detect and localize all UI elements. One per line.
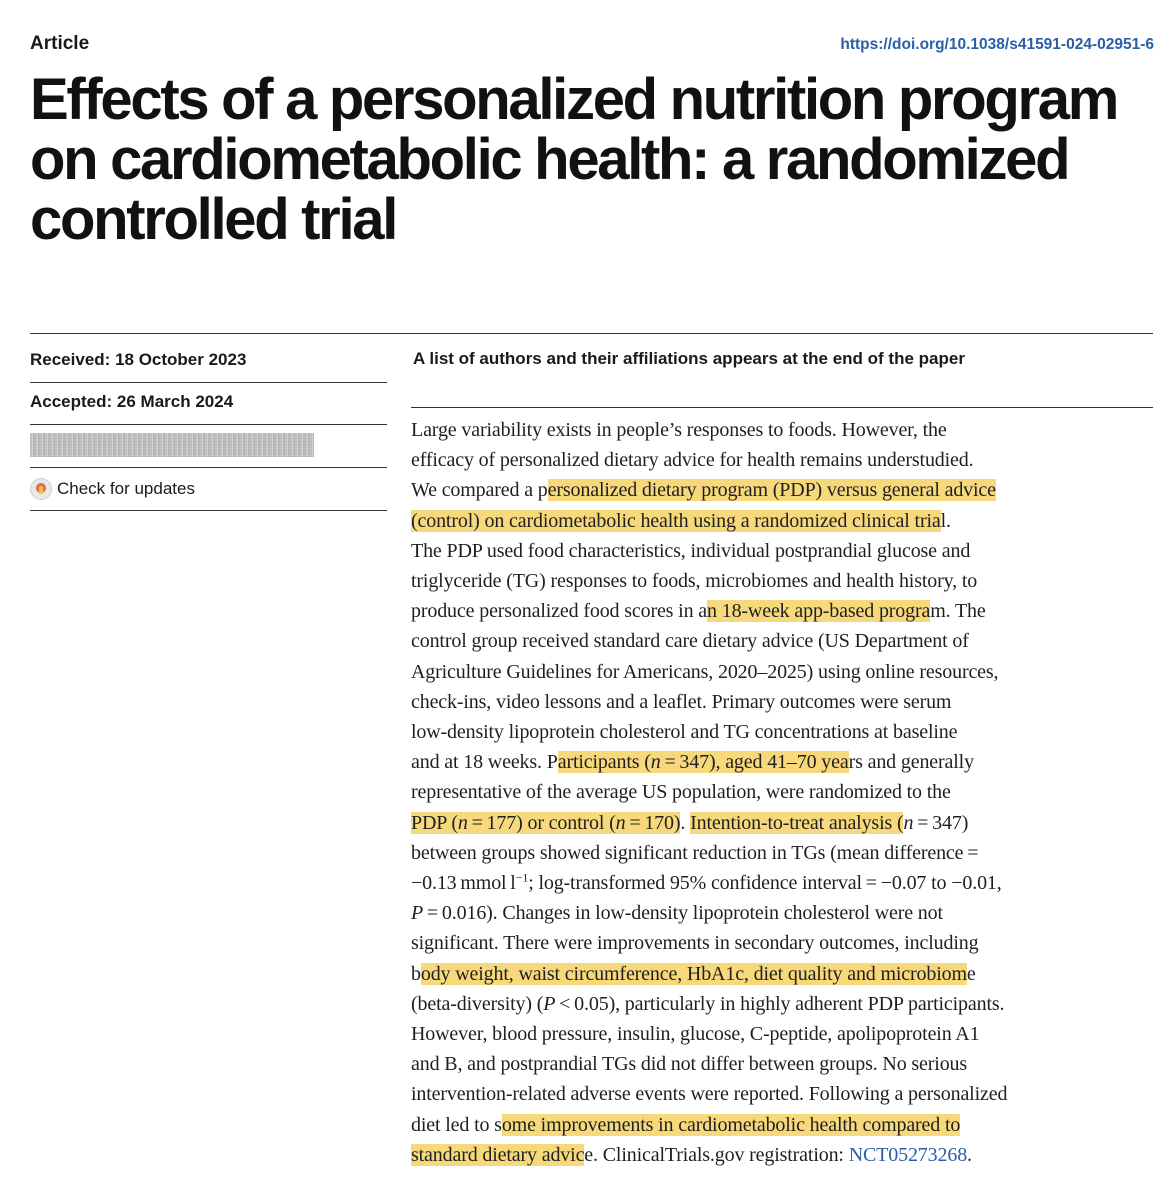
abstract-line bbox=[411, 1079, 1151, 1109]
abstract-text: diet led to s bbox=[411, 1113, 502, 1136]
italic-symbol: n bbox=[457, 811, 468, 834]
abstract-line bbox=[411, 475, 1151, 505]
abstract-text: = 347) bbox=[913, 811, 969, 834]
accepted-label: Accepted: bbox=[30, 392, 113, 411]
abstract-text: produce personalized food scores in a bbox=[411, 600, 708, 623]
italic-symbol: n bbox=[650, 751, 661, 774]
abstract-line bbox=[411, 838, 1151, 868]
abstract-text: ody weight, waist circumference, HbA1c, diet quality and microbiom bbox=[420, 962, 967, 985]
abstract-text: = 347), aged 41–70 yea bbox=[660, 751, 849, 774]
highlight bbox=[558, 751, 651, 773]
abstract-line bbox=[411, 687, 1151, 717]
abstract-text: . bbox=[680, 811, 691, 834]
abstract-text: Large variability exists in people’s responses to foods. However, the bbox=[411, 419, 947, 441]
abstract-text: PDP ( bbox=[411, 811, 458, 834]
accepted-value: 26 March 2024 bbox=[116, 392, 234, 411]
abstract-text: e bbox=[966, 962, 976, 985]
abstract-text: −0.13 mmol l bbox=[411, 872, 516, 895]
abstract-text: However, blood pressure, insulin, glucose, C-peptide, apolipoprotein A1 bbox=[411, 1023, 980, 1046]
abstract-line bbox=[411, 868, 1151, 898]
abstract-line bbox=[411, 1140, 1151, 1170]
abstract-line bbox=[411, 717, 1151, 747]
abstract-line bbox=[411, 898, 1151, 928]
abstract-text: ersonalized dietary program (PDP) versus general advice bbox=[547, 479, 996, 502]
abstract-line bbox=[411, 747, 1151, 777]
highlight bbox=[548, 479, 996, 501]
abstract-text: n 18-week app-based progra bbox=[707, 600, 931, 623]
abstract-text: < 0.05), particularly in highly adherent PDP participants. bbox=[555, 992, 1005, 1015]
abstract-line bbox=[411, 506, 1151, 536]
abstract-text: m. The bbox=[930, 600, 986, 623]
divider-abstract bbox=[411, 407, 1153, 408]
abstract-text: = 177) or control ( bbox=[467, 811, 616, 834]
article-type-label: Article bbox=[30, 33, 90, 54]
abstract-text: (control) on cardiometabolic health using a randomized clinical tria bbox=[411, 509, 941, 532]
highlight bbox=[690, 812, 903, 834]
italic-symbol: n bbox=[903, 811, 914, 834]
crossmark-icon bbox=[30, 478, 52, 500]
received-value: 18 October 2023 bbox=[115, 350, 247, 369]
italic-symbol: P bbox=[411, 902, 424, 925]
abstract-line bbox=[411, 657, 1151, 687]
abstract-line bbox=[411, 596, 1151, 626]
abstract-line bbox=[411, 445, 1151, 475]
highlight bbox=[502, 1114, 960, 1136]
abstract-text: b bbox=[411, 962, 421, 985]
check-for-updates-button[interactable] bbox=[30, 478, 195, 500]
abstract-text: and B, and postprandial TGs did not differ between groups. No serious bbox=[411, 1053, 968, 1076]
highlight bbox=[411, 510, 941, 532]
abstract-line bbox=[411, 1110, 1151, 1140]
abstract-text: l. bbox=[940, 509, 951, 532]
abstract-line bbox=[411, 566, 1151, 596]
divider-accepted bbox=[30, 424, 387, 425]
highlight bbox=[421, 963, 967, 985]
abstract-text: = 0.016). Changes in low-density lipoprotein cholesterol were not bbox=[423, 902, 943, 925]
italic-symbol: P bbox=[543, 992, 556, 1015]
highlight bbox=[707, 600, 930, 622]
abstract-line bbox=[411, 959, 1151, 989]
abstract-text: The PDP used food characteristics, individual postprandial glucose and bbox=[411, 539, 971, 562]
received-date bbox=[30, 350, 246, 370]
abstract-line bbox=[411, 415, 1151, 445]
abstract-line bbox=[411, 1049, 1151, 1079]
clinicaltrials-link[interactable]: NCT05273268 bbox=[848, 1143, 968, 1166]
highlight bbox=[468, 812, 616, 834]
abstract-text: articipants ( bbox=[557, 751, 651, 774]
abstract-text: and at 18 weeks. P bbox=[411, 751, 558, 774]
abstract-text: ome improvements in cardiometabolic health compared to bbox=[501, 1113, 961, 1136]
abstract-text: (beta-diversity) ( bbox=[411, 992, 544, 1015]
abstract-text: ; log-transformed 95% confidence interval = −0.07 to −0.01, bbox=[528, 872, 1002, 895]
authors-affiliation-note: A list of authors and their affiliations appears at the end of the paper bbox=[413, 349, 965, 368]
abstract-line bbox=[411, 626, 1151, 656]
divider-check bbox=[30, 510, 387, 511]
check-for-updates-label: Check for updates bbox=[57, 479, 195, 498]
abstract-text: efficacy of personalized dietary advice for health remains understudied. bbox=[411, 449, 974, 472]
abstract-line bbox=[411, 777, 1151, 807]
abstract-text: control group received standard care dietary advice (US Department of bbox=[411, 630, 969, 653]
abstract-text: e. ClinicalTrials.gov registration: bbox=[584, 1143, 849, 1166]
page-title: Effects of a personalized nutrition program on cardiometabolic health: a randomized controlled trial bbox=[30, 67, 1118, 252]
highlight bbox=[458, 812, 468, 834]
abstract-text: standard dietary advic bbox=[411, 1143, 585, 1166]
abstract-text: Intention-to-treat analysis ( bbox=[690, 811, 904, 834]
abstract-text: between groups showed significant reduction in TGs (mean difference = bbox=[411, 841, 979, 864]
abstract-text: = 170) bbox=[625, 811, 681, 834]
abstract-text: rs and generally bbox=[848, 751, 974, 774]
abstract-text: Agriculture Guidelines for Americans, 2020–2025) using online resources, bbox=[411, 660, 999, 683]
redacted-field bbox=[30, 433, 314, 457]
italic-symbol: n bbox=[615, 811, 626, 834]
highlight bbox=[626, 812, 681, 834]
highlight bbox=[651, 751, 661, 773]
abstract-line bbox=[411, 1019, 1151, 1049]
abstract-text: intervention-related adverse events were reported. Following a personalized bbox=[411, 1083, 1008, 1106]
received-label: Received: bbox=[30, 350, 111, 369]
accepted-date bbox=[30, 392, 233, 412]
abstract-text: triglyceride (TG) responses to foods, microbiomes and health history, to bbox=[411, 570, 978, 593]
highlight bbox=[616, 812, 626, 834]
highlight bbox=[661, 751, 849, 773]
abstract-line bbox=[411, 536, 1151, 566]
abstract-text: significant. There were improvements in secondary outcomes, including bbox=[411, 932, 979, 955]
abstract-text: We compared a p bbox=[411, 479, 548, 502]
abstract-line bbox=[411, 928, 1151, 958]
abstract-text: . bbox=[967, 1143, 972, 1166]
abstract-text: representative of the average US population, were randomized to the bbox=[411, 781, 951, 804]
highlight bbox=[411, 1144, 584, 1166]
abstract-line bbox=[411, 808, 1151, 838]
abstract-line bbox=[411, 989, 1151, 1019]
superscript-text: −1 bbox=[515, 870, 529, 885]
abstract-text: low-density lipoprotein cholesterol and TG concentrations at baseline bbox=[411, 721, 958, 744]
doi-link[interactable]: https://doi.org/10.1038/s41591-024-02951-6 bbox=[840, 36, 1154, 53]
abstract-text: check-ins, video lessons and a leaflet. Primary outcomes were serum bbox=[411, 690, 952, 713]
highlight bbox=[411, 812, 458, 834]
abstract bbox=[411, 415, 1151, 1170]
divider-received bbox=[30, 382, 387, 383]
divider-top bbox=[30, 333, 1153, 334]
divider-redacted bbox=[30, 467, 387, 468]
